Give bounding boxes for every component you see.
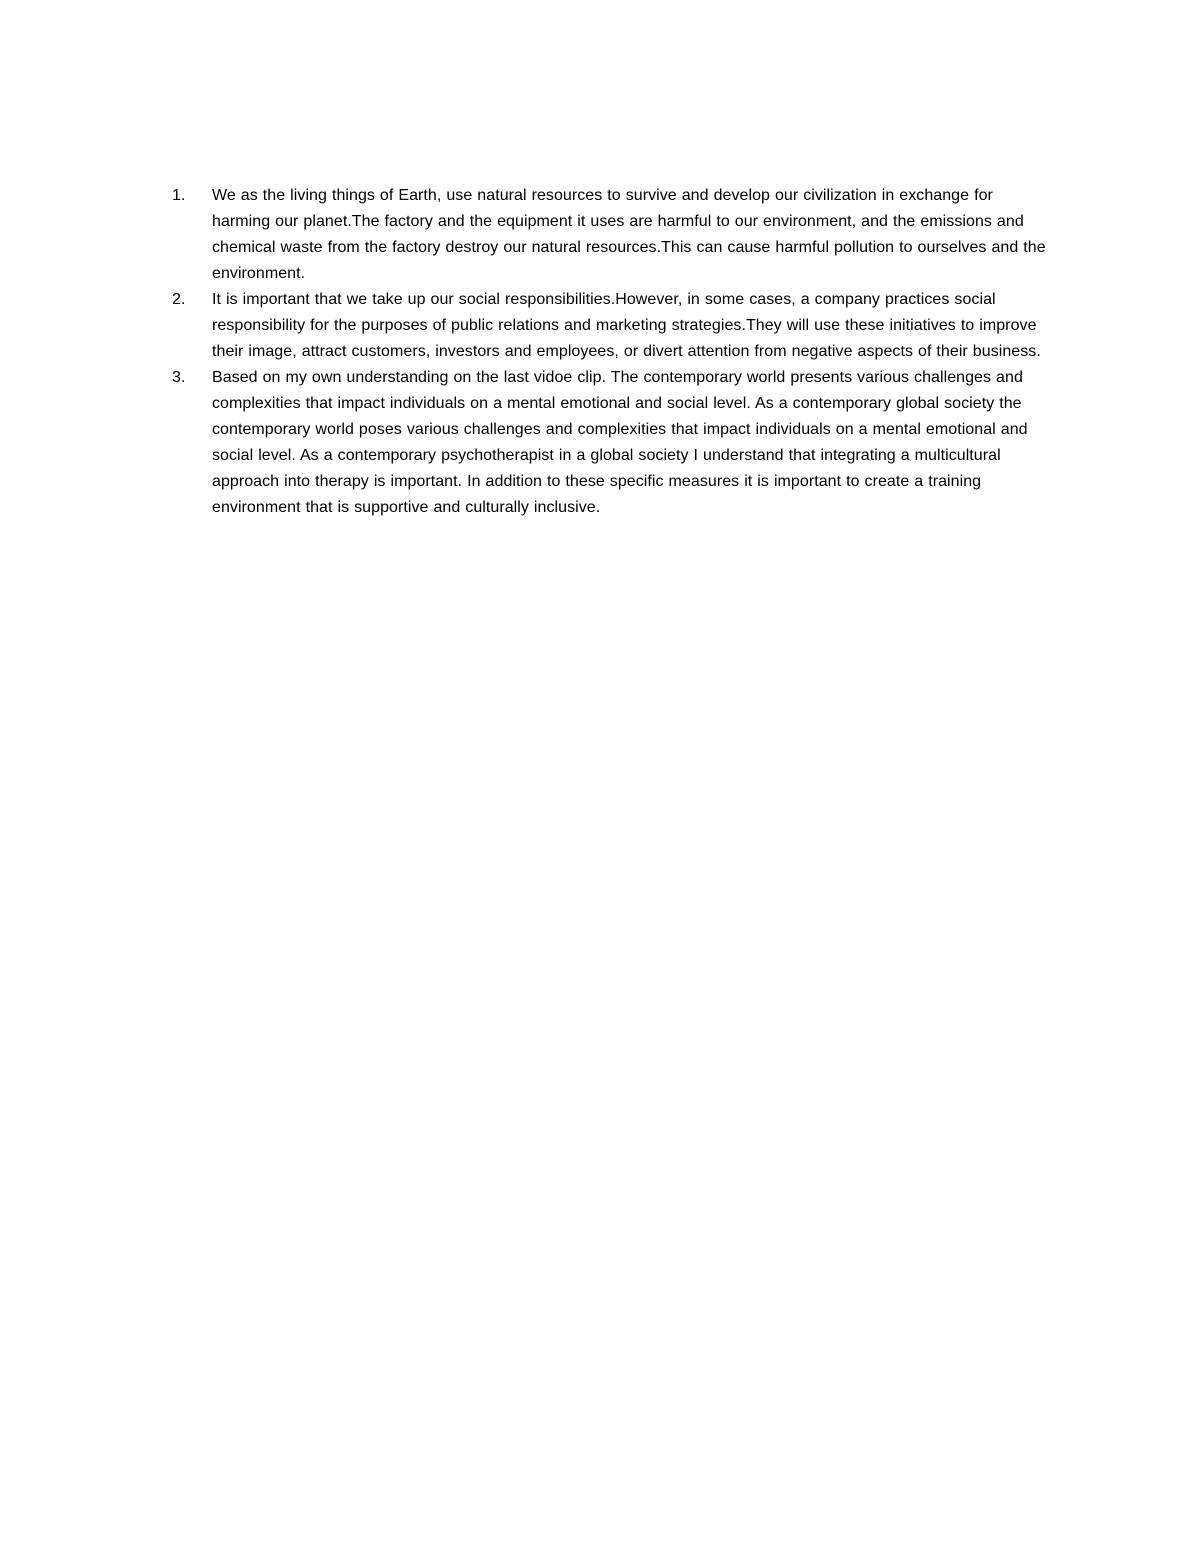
list-item (172, 287, 1052, 365)
list-item-text: We as the living things of Earth, use natural resources to survive and develop our civilization in exchange for harming our planet.The factory and the equipment it uses are harmful to our environment, and the emissions and chemical waste from the factory destroy our natural resources.This can cause harmful pollution to ourselves and the environment. (212, 187, 1046, 282)
list-item (172, 183, 1052, 287)
list-item-text: Based on my own understanding on the last vidoe clip. The contemporary world presents various challenges and complexities that impact individuals on a mental emotional and social level. As a contemporary global society the contemporary world poses various challenges and complexities that impact individuals on a mental emotional and social level. As a contemporary psychotherapist in a global society I understand that integrating a multicultural approach into therapy is important. In addition to these specific measures it is important to create a training environment that is supportive and culturally inclusive. (212, 369, 1028, 516)
list-item-text: It is important that we take up our social responsibilities.However, in some cases, a company practices social responsibility for the purposes of public relations and marketing strategies.They will use these initiatives to improve their image, attract customers, investors and employees, or divert attention from negative aspects of their business. (212, 291, 1041, 360)
list-item-number: 2. (172, 291, 186, 308)
list-item-number: 3. (172, 369, 186, 386)
list-item-number: 1. (172, 187, 186, 204)
list-item (172, 365, 1052, 521)
numbered-list (172, 183, 1052, 521)
